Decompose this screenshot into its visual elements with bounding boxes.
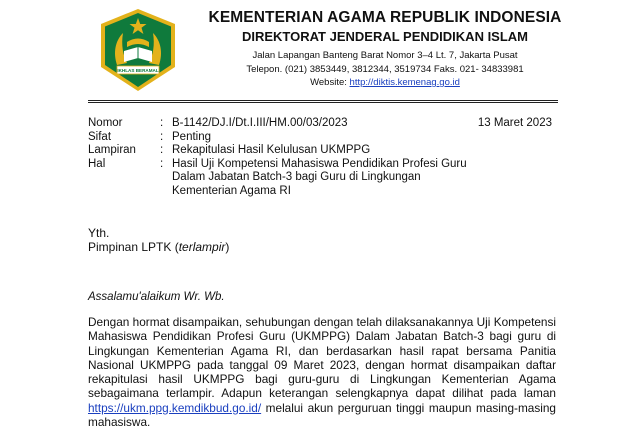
logo-motto: IKHLAS BERAMAL	[117, 68, 159, 74]
attachment-colon: :	[160, 144, 164, 156]
meta-row-nature	[88, 131, 558, 145]
subject-label: Hal	[88, 157, 106, 170]
website-link[interactable]: http://diktis.kemenag.go.id	[349, 77, 460, 88]
number-colon: :	[160, 117, 164, 129]
addressee-recipient	[88, 240, 229, 254]
letterhead-rule-top	[88, 100, 558, 101]
recipient-note: terlampir	[178, 240, 226, 254]
subject-colon: :	[160, 157, 164, 170]
body-paragraph	[88, 315, 556, 429]
letterhead	[185, 8, 585, 90]
letter-date: 13 Maret 2023	[477, 117, 552, 129]
office-website	[185, 76, 585, 90]
attachment-value: Rekapitulasi Hasil Kelulusan UKMPPG	[172, 144, 371, 156]
office-address: Jalan Lapangan Banteng Barat Nomor 3–4 Lt. 7, Jakarta Pusat	[252, 50, 518, 61]
attachment-label: Lampiran	[88, 144, 136, 156]
meta-row-attachment	[88, 144, 558, 158]
nature-label: Sifat	[88, 130, 112, 143]
subject-line-1: Hasil Uji Kompetensi Mahasiswa Pendidikan Profesi Guru	[172, 157, 467, 170]
nature-value: Penting	[172, 130, 212, 143]
ukm-ppg-link[interactable]: https://ukm.ppg.kemdikbud.go.id/	[88, 400, 262, 415]
meta-row-subject	[88, 158, 558, 199]
letter-meta	[88, 117, 558, 198]
ministry-name: KEMENTERIAN AGAMA REPUBLIK INDONESIA	[208, 9, 562, 26]
body-text-end: melalui akun perguruan tinggi maupun masing-masing mahasiswa.	[88, 400, 556, 429]
letterhead-rule-bottom	[88, 102, 558, 103]
recipient-close: )	[225, 240, 230, 254]
recipient-name: Pimpinan LPTK (	[88, 240, 179, 254]
number-label: Nomor	[88, 117, 123, 129]
website-label: Website:	[310, 77, 350, 88]
office-phone: Telepon. (021) 3853449, 3812344, 3519734 Faks. 021- 34833981	[246, 63, 524, 75]
body-text-main: Dengan hormat disampaikan, sehubungan dengan telah dilaksanakannya Uji Kompetensi Mahasiswa Pendidikan Profesi Guru (UKMPPG) Dalam Jabatan Batch-3 bagi guru di Lingkungan Kementerian Agama RI, dan berdasarkan hasil rapat bersama Panitia Nasional UKMPPG pada tanggal 09 Maret 2023, dengan hormat disampaikan daftar rekapitulasi hasil UKMPPG bagi guru-guru di Lingkungan Kementerian Agama sebagaimana terlampir. Adapun keterangan selengkapnya dapat dilihat pada laman	[88, 315, 556, 401]
opening-greeting: Assalamu'alaikum Wr. Wb.	[88, 291, 225, 303]
addressee-yth: Yth.	[88, 226, 110, 240]
kemenag-logo	[97, 7, 179, 93]
number-value: B-1142/DJ.I/Dt.I.III/HM.00/03/2023	[172, 117, 348, 129]
subject-line-3: Kementerian Agama RI	[172, 184, 291, 197]
subject-line-2: Dalam Jabatan Batch-3 bagi Guru di Lingkungan	[172, 171, 421, 183]
nature-colon: :	[160, 130, 164, 143]
subject-value	[172, 158, 558, 199]
directorate-name: DIREKTORAT JENDERAL PENDIDIKAN ISLAM	[241, 29, 529, 44]
